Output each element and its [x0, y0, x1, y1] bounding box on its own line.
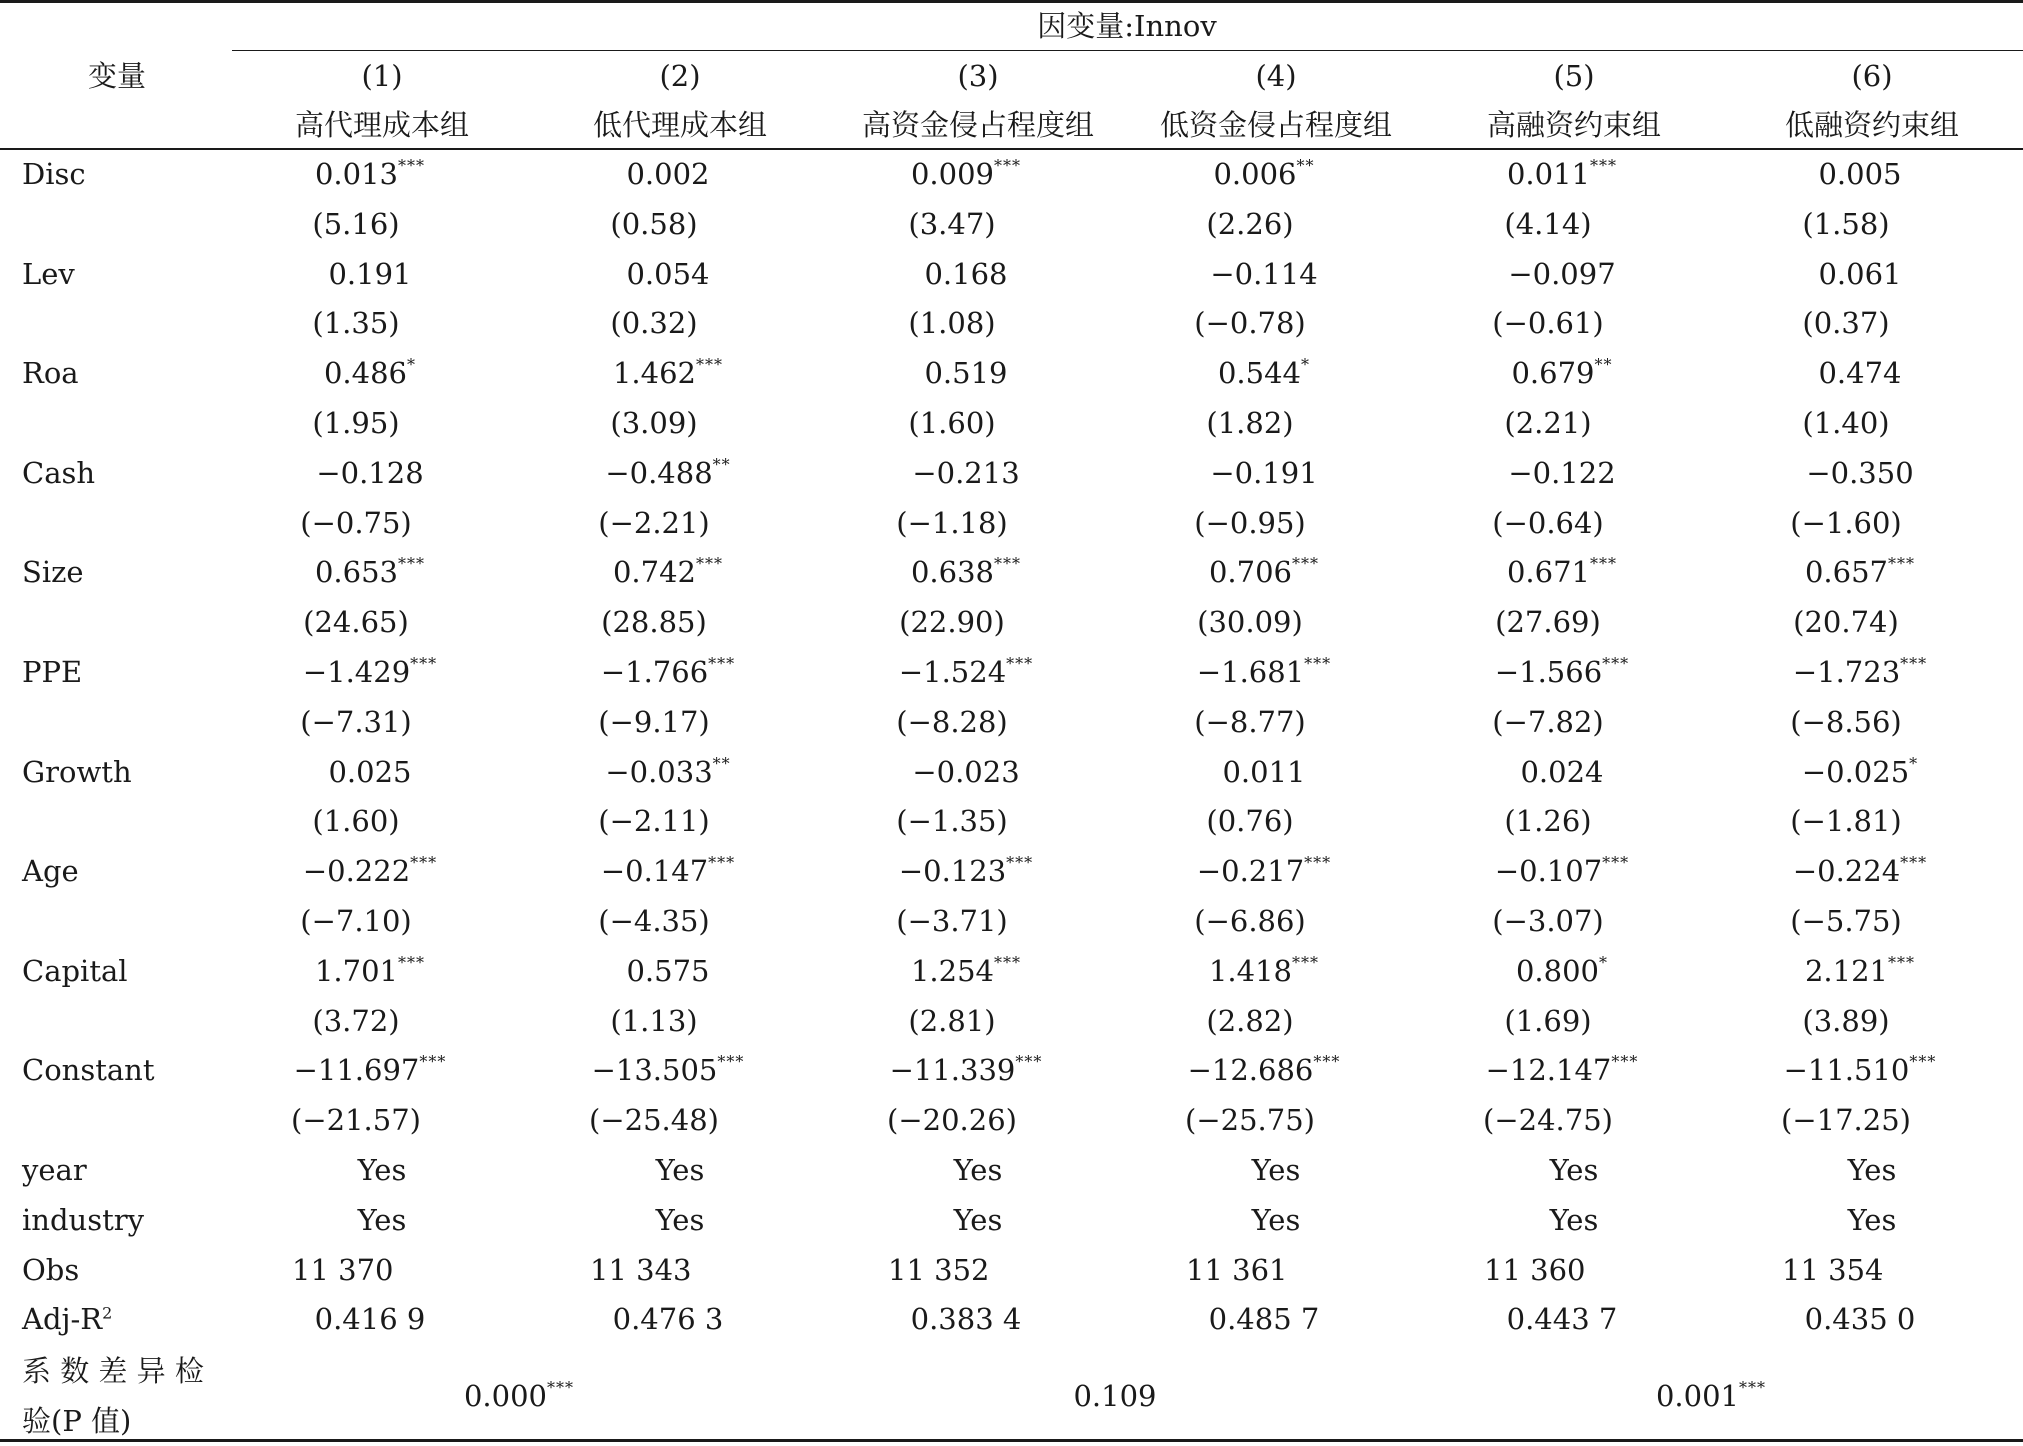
tstat-growth-3-value: (−1.35): [896, 804, 1008, 839]
coef-roa-5-value: 0.679: [1511, 356, 1595, 391]
row-label-disc: [22, 157, 86, 191]
significance-stars: ***: [398, 554, 426, 574]
tstat-disc-6: [1646, 206, 2023, 241]
coef-roa-2-value: 1.462: [612, 356, 697, 391]
column-number-1-value: (1): [361, 59, 403, 93]
row-label-age: [22, 854, 79, 889]
adj-r2-3-value: 0.383 4: [910, 1302, 1022, 1337]
year-fe-5-value: Yes: [1549, 1153, 1599, 1187]
coef-lev-6-value: 0.061: [1818, 256, 1902, 291]
tstat-cash-2-value: (−2.21): [598, 505, 710, 540]
diff-test-p-3-value: 0.001: [1655, 1379, 1740, 1414]
coef-constant-4-value: −12.686: [1187, 1053, 1314, 1088]
significance-stars: **: [712, 454, 731, 474]
tstat-ppe-6: [1646, 704, 2023, 739]
row-label-cash-value: Cash: [22, 455, 96, 490]
coef-ppe-4-value: −1.681: [1196, 655, 1305, 689]
diff-test-label-line2: [22, 1404, 132, 1439]
column-group-2-value: 低代理成本组: [592, 108, 767, 142]
coef-disc-6-value: 0.005: [1818, 157, 1902, 191]
tstat-lev-4-value: (−0.78): [1194, 306, 1306, 341]
significance-stars: ***: [1590, 554, 1618, 574]
coef-size-4-value: 0.706: [1208, 555, 1293, 590]
significance-stars: ***: [994, 952, 1022, 972]
row-label-size-value: Size: [22, 555, 84, 590]
coef-lev-3-value: 0.168: [924, 256, 1008, 291]
year-fe-6-value: Yes: [1847, 1153, 1897, 1187]
coef-roa-4-value: 0.544: [1217, 356, 1302, 391]
tstat-growth-6-value: (−1.81): [1790, 804, 1902, 839]
tstat-capital-3-value: (2.81): [908, 1003, 996, 1038]
column-number-3-value: (3): [957, 59, 999, 93]
tstat-constant-4-value: (−25.75): [1185, 1103, 1315, 1138]
tstat-constant-5-value: (−24.75): [1483, 1103, 1613, 1138]
significance-stars: ***: [1739, 1378, 1767, 1398]
header-rule: [0, 148, 2023, 150]
coef-lev-1-value: 0.191: [328, 256, 412, 291]
significance-stars: ***: [1900, 853, 1928, 873]
coef-age-5-value: −0.107: [1494, 854, 1603, 889]
tstat-roa-5-value: (2.21): [1504, 406, 1592, 440]
row-label-age-value: Age: [22, 854, 79, 889]
row-label-size: [22, 555, 84, 590]
tstat-size-5-value: (27.69): [1495, 605, 1601, 640]
year-fe-2-value: Yes: [655, 1153, 705, 1187]
coef-cash-6-value: −0.350: [1806, 455, 1914, 490]
coef-size-1-value: 0.653: [314, 555, 399, 590]
tstat-age-4-value: (−6.86): [1194, 904, 1306, 938]
coef-ppe-6-value: −1.723: [1792, 655, 1901, 689]
coef-age-2-value: −0.147: [600, 854, 709, 889]
column-group-6-value: 低融资约束组: [1784, 108, 1959, 142]
tstat-capital-6-value: (3.89): [1802, 1003, 1890, 1038]
obs-2: [590, 1252, 692, 1287]
tstat-ppe-5-value: (−7.82): [1492, 704, 1604, 739]
bottom-rule: [0, 1439, 2023, 1442]
coef-constant-6: [1660, 1052, 2023, 1088]
coef-age-4-value: −0.217: [1196, 854, 1305, 889]
year-fe-3-value: Yes: [953, 1153, 1003, 1187]
coef-capital-5-value: 0.800: [1515, 953, 1600, 988]
tstat-disc-4-value: (2.26): [1206, 206, 1294, 241]
column-group-1-value: 高代理成本组: [294, 108, 469, 142]
significance-stars: ***: [708, 654, 736, 673]
column-number-5-value: (5): [1553, 59, 1595, 93]
coef-lev-4-value: −0.114: [1210, 256, 1318, 291]
tstat-capital-6: [1646, 1003, 2023, 1038]
coef-growth-4-value: 0.011: [1222, 754, 1306, 789]
obs-4-value: 11 361: [1186, 1252, 1288, 1287]
year-fe-4-value: Yes: [1251, 1153, 1301, 1187]
adj-r2-6-value: 0.435 0: [1804, 1302, 1916, 1337]
column-number-4-value: (4): [1255, 59, 1297, 93]
significance-stars: ***: [1590, 156, 1618, 175]
tstat-lev-6-value: (0.37): [1802, 306, 1890, 341]
coef-size-2-value: 0.742: [612, 555, 697, 590]
coef-disc-1-value: 0.013: [314, 157, 399, 191]
tstat-capital-5-value: (1.69): [1504, 1003, 1592, 1038]
coef-size-6: [1660, 554, 2023, 590]
diff-test-label-line1: [22, 1354, 204, 1389]
tstat-age-6-value: (−5.75): [1790, 904, 1902, 938]
significance-stars: ***: [994, 554, 1022, 574]
tstat-ppe-3-value: (−8.28): [896, 704, 1008, 739]
row-label-ppe: [22, 655, 83, 689]
significance-stars: ***: [1313, 1052, 1341, 1072]
tstat-age-5-value: (−3.07): [1492, 904, 1604, 938]
year-fe-6: [1672, 1153, 2023, 1187]
tstat-growth-5-value: (1.26): [1504, 804, 1592, 839]
coef-cash-5-value: −0.122: [1508, 455, 1616, 490]
row-label-cash: [22, 455, 96, 490]
adj-r2-5-value: 0.443 7: [1506, 1302, 1618, 1337]
coef-growth-2-value: −0.033: [605, 754, 713, 789]
tstat-roa-3-value: (1.60): [908, 406, 996, 440]
tstat-roa-4-value: (1.82): [1206, 406, 1294, 440]
row-label-capital-value: Capital: [22, 953, 128, 988]
tstat-size-3-value: (22.90): [899, 605, 1005, 640]
tstat-growth-2-value: (−2.11): [598, 804, 710, 839]
tstat-ppe-4-value: (−8.77): [1194, 704, 1306, 739]
diff-test-p-2: [915, 1379, 1315, 1414]
tstat-lev-6: [1646, 306, 2023, 341]
coef-age-1-value: −0.222: [302, 854, 411, 889]
tstat-ppe-1-value: (−7.31): [300, 704, 412, 739]
tstat-age-1-value: (−7.10): [300, 904, 412, 938]
row-label-lev: [22, 256, 75, 291]
coef-ppe-1-value: −1.429: [302, 655, 411, 689]
row-label-roa-value: Roa: [22, 356, 79, 391]
tstat-cash-4-value: (−0.95): [1194, 505, 1306, 540]
top-rule: [0, 0, 2023, 3]
coef-ppe-2-value: −1.766: [600, 655, 709, 689]
industry-fe-3-value: Yes: [953, 1202, 1003, 1237]
coef-ppe-3-value: −1.524: [898, 655, 1007, 689]
tstat-disc-3-value: (3.47): [908, 206, 996, 241]
coef-roa-3-value: 0.519: [924, 356, 1008, 391]
industry-fe-4-value: Yes: [1251, 1202, 1301, 1237]
tstat-size-4-value: (30.09): [1197, 605, 1303, 640]
significance-stars: *: [1301, 355, 1311, 375]
coef-roa-6-value: 0.474: [1818, 356, 1902, 391]
coef-growth-6: [1660, 753, 2023, 789]
obs-5-value: 11 360: [1484, 1252, 1586, 1287]
diff-test-p-1: [319, 1378, 719, 1414]
significance-stars: ***: [717, 1052, 745, 1072]
coef-ppe-5-value: −1.566: [1494, 655, 1603, 689]
coef-capital-6: [1660, 952, 2023, 988]
significance-stars: ***: [1006, 853, 1034, 873]
tstat-lev-3-value: (1.08): [908, 306, 996, 341]
tstat-roa-6-value: (1.40): [1802, 406, 1890, 440]
coef-disc-4-value: 0.006: [1213, 157, 1297, 191]
tstat-size-1-value: (24.65): [303, 605, 409, 640]
coef-constant-3-value: −11.339: [889, 1053, 1016, 1088]
significance-stars: **: [1296, 156, 1315, 175]
tstat-size-6-value: (20.74): [1793, 605, 1899, 640]
significance-stars: **: [712, 753, 731, 773]
adj-r2-6: [1660, 1302, 2023, 1337]
coef-growth-3-value: −0.023: [912, 754, 1020, 789]
coef-size-5-value: 0.671: [1506, 555, 1591, 590]
significance-stars: ***: [419, 1052, 447, 1072]
coef-growth-1-value: 0.025: [328, 754, 412, 789]
tstat-ppe-6-value: (−8.56): [1790, 704, 1902, 739]
coef-cash-1-value: −0.128: [316, 455, 424, 490]
industry-fe-6: [1672, 1202, 2023, 1237]
variable-header-value: 变量: [87, 59, 146, 93]
row-label-growth: [22, 754, 132, 789]
row-label-obs: [22, 1252, 80, 1287]
row-label-obs-value: Obs: [22, 1252, 80, 1287]
industry-fe-5-value: Yes: [1549, 1202, 1599, 1237]
tstat-growth-6: [1646, 804, 2023, 839]
dependent-variable-header-value: 因变量:Innov: [1037, 9, 1217, 43]
tstat-growth-4-value: (0.76): [1206, 804, 1294, 839]
significance-stars: ***: [547, 1378, 575, 1398]
column-number-2-value: (2): [659, 59, 701, 93]
coef-size-6-value: 0.657: [1804, 555, 1889, 590]
significance-stars: ***: [410, 654, 438, 673]
coef-cash-4-value: −0.191: [1210, 455, 1318, 490]
significance-stars: ***: [708, 853, 736, 873]
significance-stars: ***: [1888, 952, 1916, 972]
significance-stars: ***: [1292, 554, 1320, 574]
row-label-adj-r2-value: Adj-R: [22, 1302, 103, 1337]
coef-cash-6: [1660, 455, 2023, 490]
tstat-lev-1-value: (1.35): [312, 306, 400, 341]
significance-stars: ***: [994, 156, 1022, 175]
row-label-year-value: year: [22, 1153, 87, 1187]
significance-stars: ***: [1304, 853, 1332, 873]
significance-stars: ***: [1006, 654, 1034, 673]
tstat-roa-6: [1646, 406, 2023, 440]
significance-stars: *: [1909, 753, 1919, 773]
coef-cash-2-value: −0.488: [605, 455, 713, 490]
row-label-ppe-value: PPE: [22, 655, 83, 689]
tstat-size-2-value: (28.85): [601, 605, 707, 640]
dependent-span-rule: [232, 50, 2023, 51]
coef-age-6-value: −0.224: [1792, 854, 1901, 889]
coef-disc-3-value: 0.009: [910, 157, 995, 191]
column-group-6: [1672, 108, 2023, 142]
obs-4: [1186, 1252, 1288, 1287]
adj-r2-1-value: 0.416 9: [314, 1302, 426, 1337]
significance-stars: ***: [398, 952, 426, 972]
coef-roa-6: [1660, 356, 2023, 391]
row-label-growth-value: Growth: [22, 754, 132, 789]
row-label-disc-value: Disc: [22, 157, 86, 191]
tstat-ppe-2-value: (−9.17): [598, 704, 710, 739]
tstat-constant-6: [1646, 1103, 2023, 1138]
industry-fe-2-value: Yes: [655, 1202, 705, 1237]
tstat-growth-1-value: (1.60): [312, 804, 400, 839]
coef-ppe-6: [1660, 654, 2023, 689]
coef-size-3-value: 0.638: [910, 555, 995, 590]
row-label-year: [22, 1153, 87, 1187]
column-group-3-value: 高资金侵占程度组: [861, 108, 1094, 142]
significance-stars: ***: [398, 156, 426, 175]
coef-capital-4-value: 1.418: [1208, 953, 1293, 988]
superscript-2: 2: [102, 1303, 113, 1323]
column-number-6-value: (6): [1851, 59, 1893, 93]
significance-stars: ***: [1611, 1052, 1639, 1072]
significance-stars: ***: [1602, 654, 1630, 673]
tstat-disc-6-value: (1.58): [1802, 206, 1890, 241]
significance-stars: ***: [1015, 1052, 1043, 1072]
row-label-constant: [22, 1053, 155, 1088]
coef-constant-5-value: −12.147: [1485, 1053, 1612, 1088]
coef-disc-5-value: 0.011: [1506, 157, 1591, 191]
coef-disc-6: [1660, 157, 2023, 191]
coef-capital-6-value: 2.121: [1804, 953, 1889, 988]
tstat-age-2-value: (−4.35): [598, 904, 710, 938]
column-number-6: [1672, 59, 2023, 93]
diff-test-label-line2-value: 验(P 值): [22, 1404, 132, 1439]
significance-stars: **: [1594, 355, 1613, 375]
significance-stars: ***: [696, 554, 724, 574]
column-group-4-value: 低资金侵占程度组: [1159, 108, 1392, 142]
diff-test-label-line1-value: 系 数 差 异 检: [22, 1354, 204, 1389]
industry-fe-1-value: Yes: [357, 1202, 407, 1237]
adj-r2-4-value: 0.485 7: [1208, 1302, 1320, 1337]
significance-stars: *: [407, 355, 417, 375]
obs-3-value: 11 352: [888, 1252, 990, 1287]
tstat-lev-2-value: (0.32): [610, 306, 698, 341]
coef-constant-6-value: −11.510: [1783, 1053, 1910, 1088]
row-label-capital: [22, 953, 128, 988]
tstat-age-3-value: (−3.71): [896, 904, 1008, 938]
coef-constant-2-value: −13.505: [591, 1053, 718, 1088]
tstat-capital-2-value: (1.13): [610, 1003, 698, 1038]
row-label-lev-value: Lev: [22, 256, 75, 291]
coef-age-6: [1660, 853, 2023, 889]
row-label-adj-r2: [22, 1302, 113, 1337]
tstat-lev-5-value: (−0.61): [1492, 306, 1604, 341]
tstat-constant-1-value: (−21.57): [291, 1103, 421, 1138]
tstat-cash-5-value: (−0.64): [1492, 505, 1604, 540]
obs-1: [292, 1252, 394, 1287]
significance-stars: ***: [1888, 554, 1916, 574]
tstat-constant-6-value: (−17.25): [1781, 1103, 1911, 1138]
coef-cash-3-value: −0.213: [912, 455, 1020, 490]
tstat-cash-6: [1646, 505, 2023, 540]
adj-r2-2-value: 0.476 3: [612, 1302, 724, 1337]
year-fe-1-value: Yes: [357, 1153, 407, 1187]
tstat-cash-1-value: (−0.75): [300, 505, 412, 540]
obs-6-value: 11 354: [1782, 1252, 1884, 1287]
tstat-capital-4-value: (2.82): [1206, 1003, 1294, 1038]
coef-age-3-value: −0.123: [898, 854, 1007, 889]
column-group-5-value: 高融资约束组: [1486, 108, 1661, 142]
coef-lev-2-value: 0.054: [626, 256, 710, 291]
tstat-roa-1-value: (1.95): [312, 406, 400, 440]
coef-growth-5-value: 0.024: [1520, 754, 1604, 789]
row-label-industry: [22, 1202, 144, 1237]
coef-capital-3-value: 1.254: [910, 953, 995, 988]
coef-capital-2-value: 0.575: [626, 953, 710, 988]
diff-test-p-3: [1511, 1378, 1911, 1414]
obs-5: [1484, 1252, 1586, 1287]
obs-6: [1782, 1252, 1884, 1287]
diff-test-p-1-value: 0.000: [463, 1379, 548, 1414]
tstat-cash-6-value: (−1.60): [1790, 505, 1902, 540]
obs-2-value: 11 343: [590, 1252, 692, 1287]
coef-growth-6-value: −0.025: [1801, 754, 1910, 789]
coef-lev-6: [1660, 256, 2023, 291]
significance-stars: ***: [1602, 853, 1630, 873]
significance-stars: ***: [410, 853, 438, 873]
significance-stars: ***: [1909, 1052, 1937, 1072]
tstat-disc-2-value: (0.58): [610, 206, 698, 241]
significance-stars: ***: [1304, 654, 1332, 673]
coef-disc-2-value: 0.002: [626, 157, 710, 191]
tstat-constant-3-value: (−20.26): [887, 1103, 1017, 1138]
tstat-constant-2-value: (−25.48): [589, 1103, 719, 1138]
diff-test-p-2-value: 0.109: [1073, 1379, 1157, 1414]
coef-lev-5-value: −0.097: [1508, 256, 1616, 291]
obs-1-value: 11 370: [292, 1252, 394, 1287]
significance-stars: *: [1599, 952, 1609, 972]
tstat-disc-1-value: (5.16): [312, 206, 400, 241]
significance-stars: ***: [696, 355, 724, 375]
obs-3: [888, 1252, 990, 1287]
coef-capital-1-value: 1.701: [314, 953, 399, 988]
significance-stars: ***: [1900, 654, 1928, 673]
tstat-roa-2-value: (3.09): [610, 406, 698, 440]
significance-stars: ***: [1292, 952, 1320, 972]
tstat-cash-3-value: (−1.18): [896, 505, 1008, 540]
tstat-disc-5-value: (4.14): [1504, 206, 1592, 241]
row-label-roa: [22, 356, 79, 391]
row-label-industry-value: industry: [22, 1202, 144, 1237]
tstat-size-6: [1646, 605, 2023, 640]
dependent-variable-header: [927, 9, 1327, 43]
tstat-capital-1-value: (3.72): [312, 1003, 400, 1038]
coef-constant-1-value: −11.697: [293, 1053, 420, 1088]
row-label-constant-value: Constant: [22, 1053, 155, 1088]
coef-roa-1-value: 0.486: [323, 356, 408, 391]
tstat-age-6: [1646, 904, 2023, 938]
industry-fe-6-value: Yes: [1847, 1202, 1897, 1237]
